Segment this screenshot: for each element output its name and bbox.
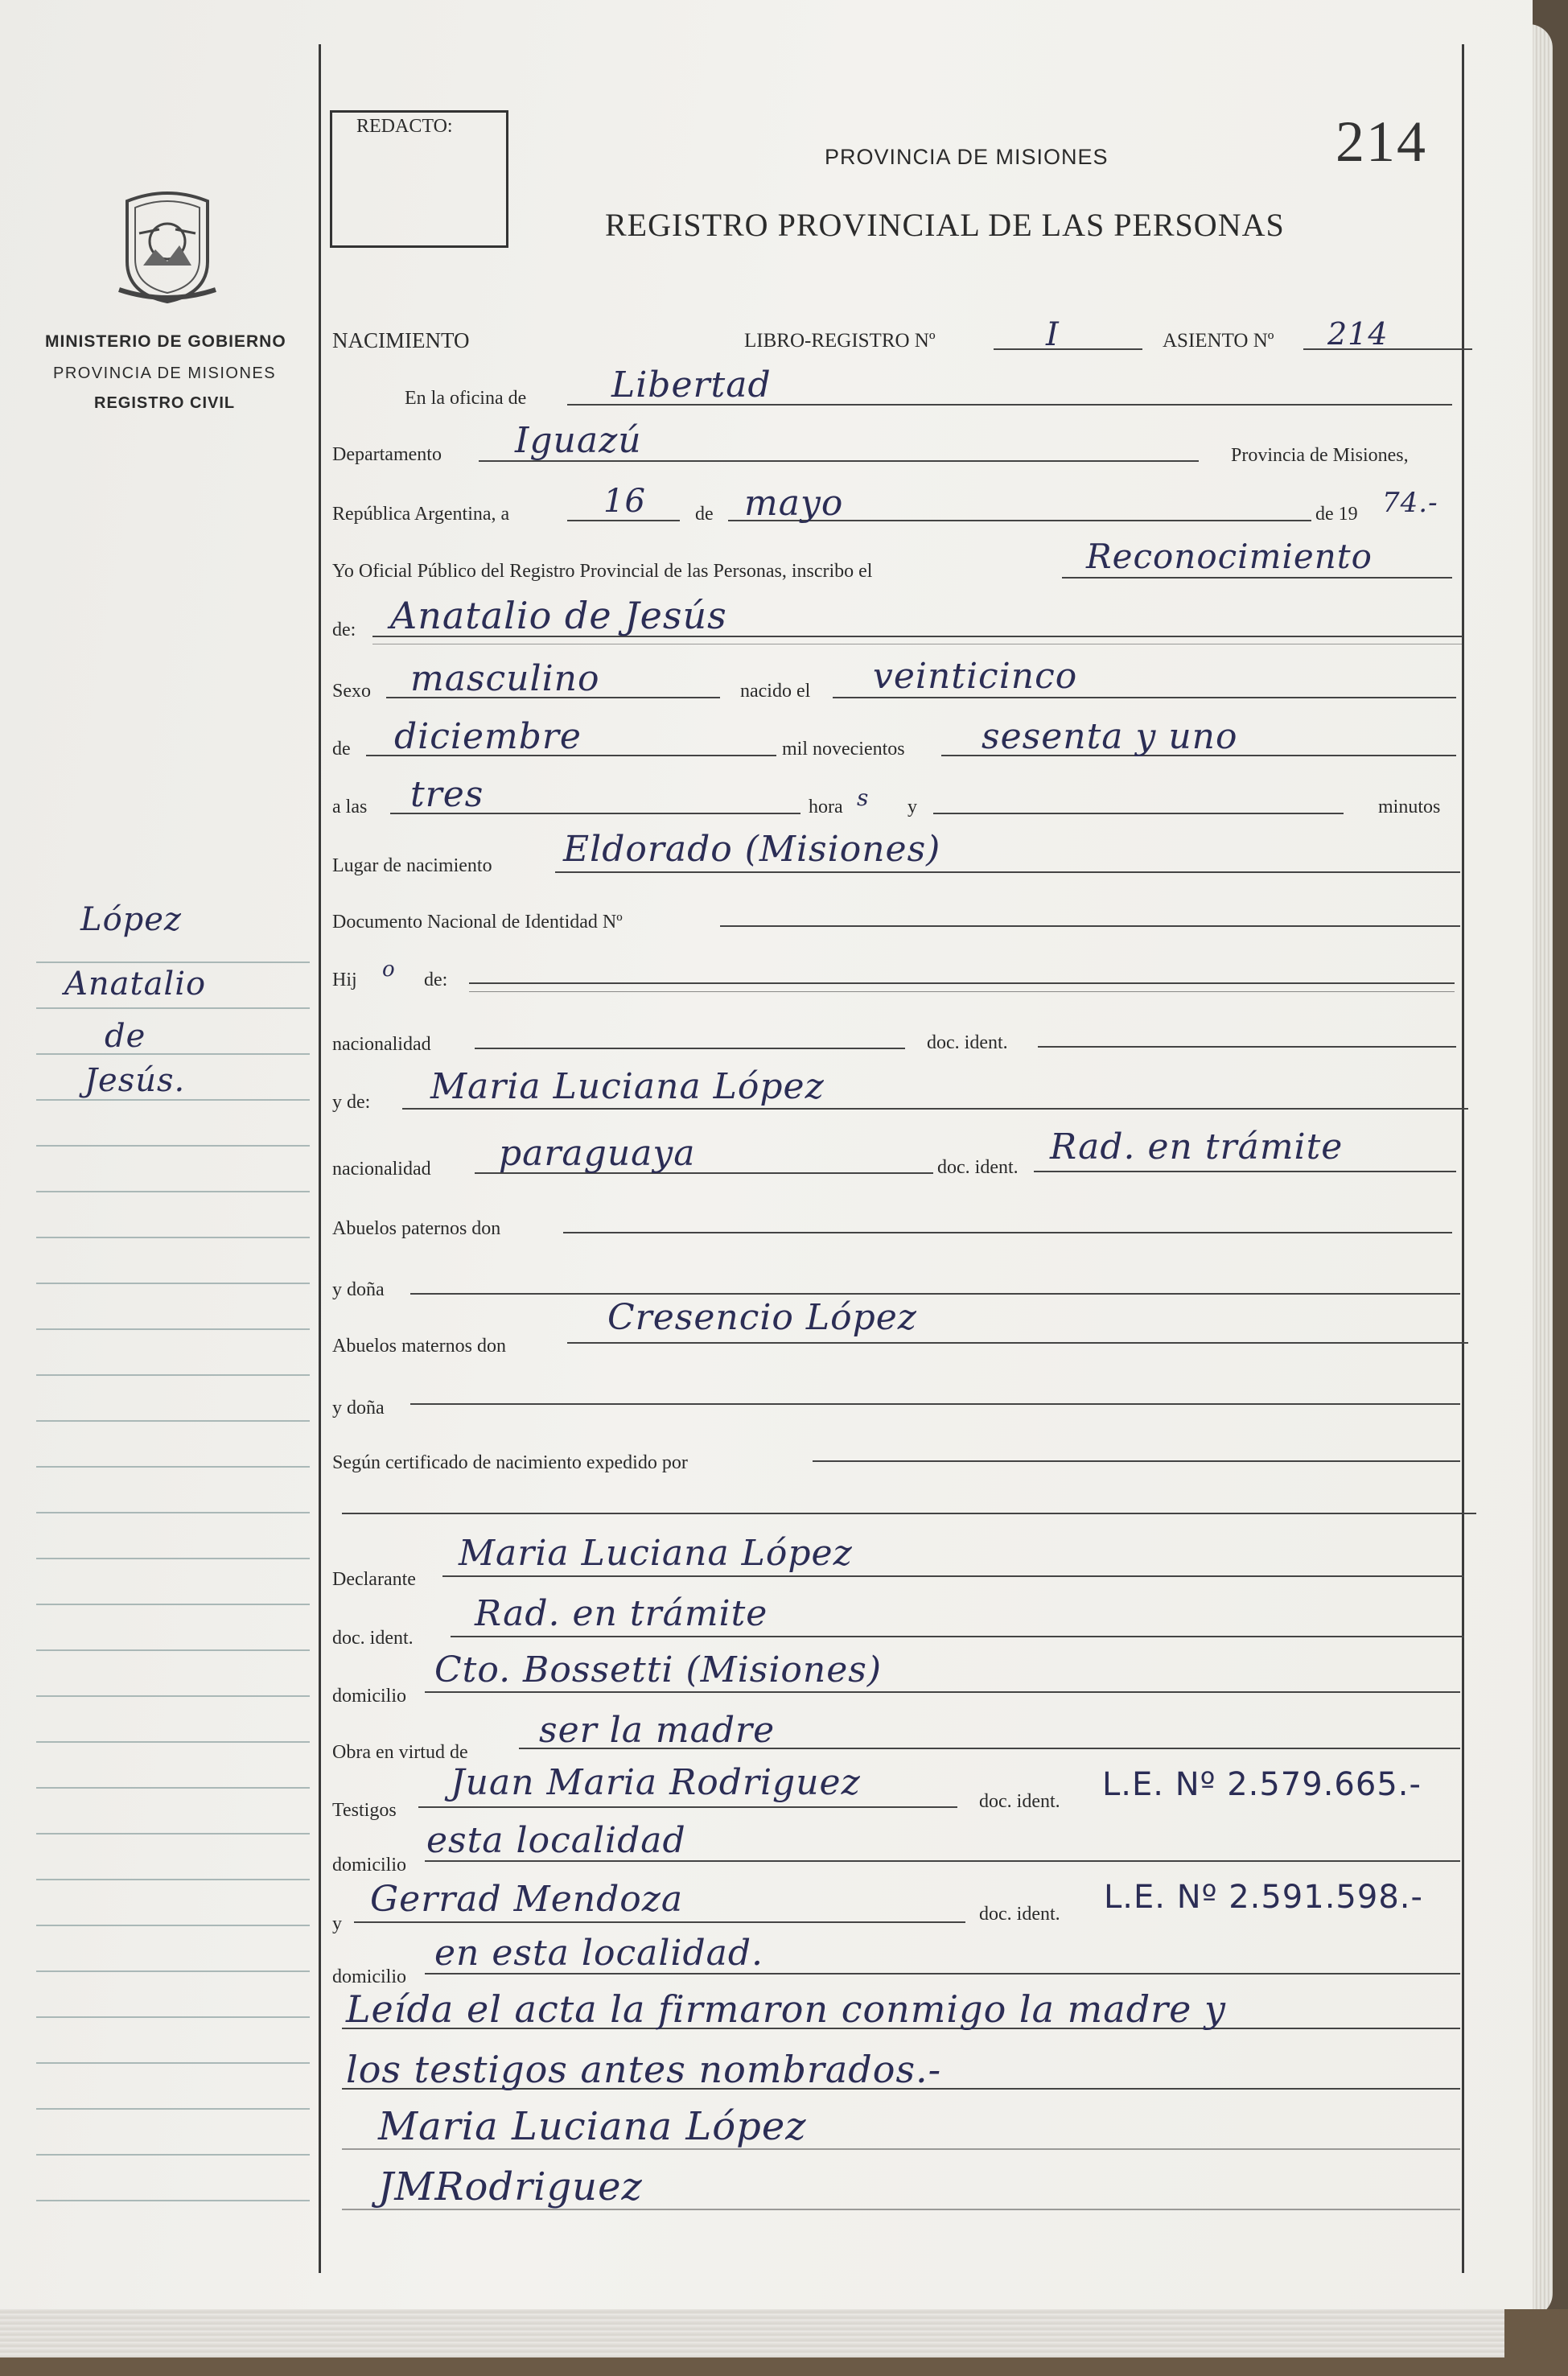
margin-line	[36, 1879, 310, 1880]
testigo-2-doc-value: L.E. Nº 2.591.598.-	[1104, 1879, 1423, 1916]
libro-value: I	[1046, 316, 1060, 353]
margin-line	[36, 1970, 310, 1972]
margin-line	[36, 1053, 310, 1055]
domicilio-testigo-1-label: domicilio	[332, 1855, 406, 1876]
margin-line	[36, 2108, 310, 2110]
testigos-label: Testigos	[332, 1800, 397, 1821]
margin-line	[36, 1512, 310, 1513]
signature-madre: Maria Luciana López	[378, 2104, 807, 2149]
oficial-label: Yo Oficial Público del Registro Provincial de las Personas, inscribo el	[332, 561, 873, 582]
republica-label: República Argentina, a	[332, 504, 510, 525]
testigo-1-doc-value: L.E. Nº 2.579.665.-	[1102, 1766, 1422, 1803]
hijo-suffix: o	[382, 957, 396, 982]
y-testigo-label: y	[332, 1913, 342, 1934]
right-margin-rule	[1462, 44, 1464, 2273]
minutos-label: minutos	[1378, 797, 1441, 817]
redacto-label: REDACTO:	[356, 116, 453, 137]
obra-label: Obra en virtud de	[332, 1742, 468, 1763]
doc-ident-testigo-1-label: doc. ident.	[979, 1791, 1060, 1812]
margin-line	[36, 1695, 310, 1697]
margin-line	[36, 1833, 310, 1835]
nacionalidad-madre-value: paraguaya	[499, 1133, 696, 1174]
obra-value: ser la madre	[539, 1710, 776, 1751]
nombre-value: Anatalio de Jesús	[390, 594, 727, 637]
madre-value: Maria Luciana López	[430, 1066, 825, 1107]
margin-line	[36, 1191, 310, 1192]
mil-label: mil novecientos	[782, 739, 905, 760]
margin-line	[36, 1466, 310, 1468]
y-dona-1-label: y doña	[332, 1279, 385, 1300]
nacimiento-label: NACIMIENTO	[332, 328, 470, 352]
mes-nacimiento-value: diciembre	[394, 716, 582, 757]
margin-line	[36, 962, 310, 963]
dia-nacimiento-value: veinticinco	[873, 656, 1078, 697]
registry-title: REGISTRO PROVINCIAL DE LAS PERSONAS	[605, 207, 1285, 243]
margin-line	[36, 1741, 310, 1743]
anio-value: 74.-	[1382, 487, 1438, 519]
margin-line	[36, 2016, 310, 2018]
asiento-value: 214	[1327, 316, 1389, 352]
margin-note-line-1: López	[80, 901, 182, 938]
abuelos-paternos-label: Abuelos paternos don	[332, 1218, 501, 1239]
lugar-label: Lugar de nacimiento	[332, 855, 492, 876]
declarante-value: Maria Luciana López	[459, 1533, 853, 1574]
closing-line-1: Leída el acta la firmaron conmigo la madre y	[346, 1987, 1226, 2031]
margin-line	[36, 1283, 310, 1284]
oficina-label: En la oficina de	[405, 388, 527, 409]
doc-ident-declarante-label: doc. ident.	[332, 1628, 414, 1649]
hora-label: hora	[809, 797, 843, 817]
asiento-label: ASIENTO Nº	[1163, 330, 1274, 352]
left-margin-rule	[319, 44, 321, 2273]
redacto-box	[330, 110, 508, 248]
margin-line	[36, 1099, 310, 1101]
sexo-label: Sexo	[332, 681, 371, 702]
testigo-1-value: Juan Maria Rodriguez	[451, 1762, 861, 1803]
segun-label: Según certificado de nacimiento expedido por	[332, 1452, 688, 1473]
margin-line	[36, 1237, 310, 1238]
y-de-label: y de:	[332, 1092, 371, 1113]
de2-label: de	[332, 739, 351, 760]
dia-value: 16	[603, 483, 646, 520]
abuelo-materno-value: Cresencio López	[607, 1297, 917, 1338]
margin-line	[36, 1604, 310, 1605]
doc-ident-testigo-2-label: doc. ident.	[979, 1904, 1060, 1925]
testigo-2-domicilio-value: en esta localidad.	[434, 1933, 764, 1974]
mes-value: mayo	[744, 483, 844, 524]
de-label: de	[695, 504, 714, 525]
signature-testigo: JMRodriguez	[378, 2164, 643, 2209]
y-dona-2-label: y doña	[332, 1398, 385, 1419]
page-stack-bottom	[0, 2309, 1504, 2357]
margin-line	[36, 1649, 310, 1651]
anio-nacimiento-value: sesenta y uno	[982, 716, 1238, 757]
domicilio-testigo-2-label: domicilio	[332, 1966, 406, 1987]
margin-line	[36, 1145, 310, 1147]
departamento-label: Departamento	[332, 444, 442, 465]
margin-line	[36, 1374, 310, 1376]
closing-line-2: los testigos antes nombrados.-	[346, 2048, 942, 2091]
hora-suffix: s	[857, 784, 870, 811]
hijo-label: Hij	[332, 970, 357, 990]
acto-value: Reconocimiento	[1086, 537, 1373, 576]
ministry-label: MINISTERIO DE GOBIERNO	[45, 332, 286, 351]
declarante-label: Declarante	[332, 1569, 416, 1590]
margin-line	[36, 1787, 310, 1789]
lugar-value: Eldorado (Misiones)	[563, 829, 941, 870]
registry-civil-label: REGISTRO CIVIL	[94, 394, 236, 412]
provincial-seal-icon	[111, 185, 224, 306]
margin-line	[36, 1558, 310, 1559]
de-colon-label: de:	[332, 620, 356, 640]
sexo-value: masculino	[410, 658, 600, 699]
province-label: PROVINCIA DE MISIONES	[53, 364, 277, 382]
departamento-value: Iguazú	[515, 420, 642, 461]
nacionalidad-2-label: nacionalidad	[332, 1159, 431, 1180]
domicilio-declarante-label: domicilio	[332, 1686, 406, 1707]
margin-line	[36, 2154, 310, 2156]
margin-line	[36, 1007, 310, 1009]
province-heading: PROVINCIA DE MISIONES	[825, 145, 1109, 169]
margin-note-line-4: Jesús.	[84, 1062, 186, 1099]
margin-note-line-2: Anatalio	[64, 966, 207, 1003]
oficina-value: Libertad	[611, 364, 772, 406]
testigo-2-value: Gerrad Mendoza	[370, 1879, 684, 1920]
doc-madre-value: Rad. en trámite	[1050, 1126, 1344, 1167]
margin-line	[36, 2200, 310, 2201]
declarante-domicilio-value: Cto. Bossetti (Misiones)	[434, 1649, 883, 1690]
doc-ident-2-label: doc. ident.	[937, 1157, 1019, 1178]
hijo-de-label: de:	[424, 970, 448, 990]
declarante-doc-value: Rad. en trámite	[475, 1593, 768, 1634]
testigo-1-domicilio-value: esta localidad	[426, 1820, 686, 1861]
margin-line	[36, 1925, 310, 1926]
y-label: y	[907, 797, 917, 817]
page-number: 214	[1335, 109, 1427, 174]
doc-ident-1-label: doc. ident.	[927, 1032, 1008, 1053]
nacido-label: nacido el	[740, 681, 811, 702]
margin-line	[36, 1420, 310, 1422]
margin-line	[36, 2062, 310, 2064]
libro-label: LIBRO-REGISTRO Nº	[744, 330, 936, 352]
alas-label: a las	[332, 797, 368, 817]
provincia-label: Provincia de Misiones,	[1231, 445, 1409, 466]
margin-line	[36, 1328, 310, 1330]
anio-prefix: de 19	[1315, 504, 1358, 525]
margin-note-line-3: de	[105, 1018, 146, 1055]
nacionalidad-1-label: nacionalidad	[332, 1034, 431, 1055]
abuelos-maternos-label: Abuelos maternos don	[332, 1336, 506, 1357]
hora-value: tres	[410, 774, 484, 815]
dni-label: Documento Nacional de Identidad Nº	[332, 912, 623, 933]
